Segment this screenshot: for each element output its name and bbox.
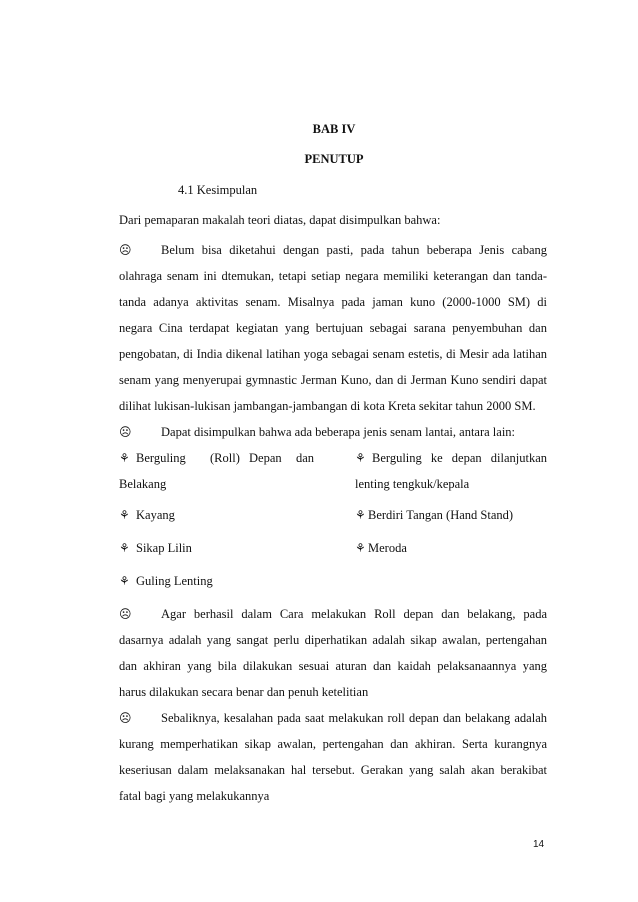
paragraph-1-line: Belum bisa diketahui dengan pasti, pada tahun beberapa Jenis cabang bbox=[161, 243, 547, 257]
chapter-title: PENUTUP bbox=[304, 152, 364, 166]
paragraph-4-line: Sebaliknya, kesalahan pada saat melakukan roll depan dan belakang adalah bbox=[161, 711, 547, 725]
list-item-word: Berguling bbox=[136, 451, 186, 465]
sad-face-icon: ☹ bbox=[119, 607, 132, 621]
list-item-continued: Belakang bbox=[119, 477, 167, 491]
paragraph-4-line: fatal bagi yang melakukannya bbox=[119, 789, 270, 803]
paragraph-1-line: senam yang menyerupai gymnastic Jerman Kuno, dan di Jerman Kuno sendiri dapat bbox=[119, 373, 547, 387]
intro-text: Dari pemaparan makalah teori diatas, dapat disimpulkan bahwa: bbox=[119, 213, 441, 227]
list-item-word: (Roll) bbox=[210, 451, 240, 465]
list-item: Berdiri Tangan (Hand Stand) bbox=[368, 508, 514, 522]
paragraph-4-line: kurang memperhatikan sikap awalan, pertengahan dan akhiran. Serta kurangnya bbox=[119, 737, 547, 751]
list-item: Guling Lenting bbox=[136, 574, 213, 588]
paragraph-4-line: keseriusan dalam melaksanakan hal tersebut. Gerakan yang salah akan berakibat bbox=[119, 763, 547, 777]
list-item-continued: lenting tengkuk/kepala bbox=[355, 477, 470, 491]
flower-icon: ⚘ bbox=[119, 574, 130, 588]
paragraph-1-line: negara Cina terdapat kegiatan yang bertujuan sebagai sarana penyembuhan dan bbox=[119, 321, 547, 335]
section-heading: 4.1 Kesimpulan bbox=[178, 183, 258, 197]
flower-icon: ⚘ bbox=[355, 508, 366, 522]
list-item: Berguling ke depan dilanjutkan bbox=[372, 451, 547, 465]
flower-icon: ⚘ bbox=[119, 451, 130, 465]
paragraph-3-line: dan akhiran yang bila dilakukan sesuai aturan dan kaidah pelaksanaannya yang bbox=[119, 659, 547, 673]
paragraph-1-line: dilihat lukisan-lukisan jambangan-jambangan di kota Kreta sekitar tahun 2000 SM. bbox=[119, 399, 536, 413]
paragraph-2-text: Dapat disimpulkan bahwa ada beberapa jenis senam lantai, antara lain: bbox=[161, 425, 516, 439]
flower-icon: ⚘ bbox=[119, 541, 130, 555]
chapter-heading: BAB IV bbox=[312, 122, 356, 136]
flower-icon: ⚘ bbox=[355, 451, 366, 465]
list-item: Sikap Lilin bbox=[136, 541, 192, 555]
paragraph-3-line: dasarnya adalah yang sangat perlu diperhatikan adalah sikap awalan, pertengahan bbox=[119, 633, 547, 647]
paragraph-1-line: tanda adanya aktivitas senam. Misalnya pada jaman kuno (2000-1000 SM) di bbox=[119, 295, 547, 309]
sad-face-icon: ☹ bbox=[119, 243, 132, 257]
paragraph-3-line: harus dilakukan secara benar dan penuh ketelitian bbox=[119, 685, 369, 699]
paragraph-1-line: pengobatan, di India dikenal latihan yoga sebagai senam estetis, di Mesir ada latihan bbox=[119, 347, 547, 361]
sad-face-icon: ☹ bbox=[119, 425, 132, 439]
page-number: 14 bbox=[533, 839, 545, 850]
list-item: Meroda bbox=[368, 541, 407, 555]
list-item-word: dan bbox=[296, 451, 315, 465]
flower-icon: ⚘ bbox=[119, 508, 130, 522]
list-item: Kayang bbox=[136, 508, 175, 522]
sad-face-icon: ☹ bbox=[119, 711, 132, 725]
paragraph-3-line: Agar berhasil dalam Cara melakukan Roll depan dan belakang, pada bbox=[161, 607, 547, 621]
flower-icon: ⚘ bbox=[355, 541, 366, 555]
list-item-word: Depan bbox=[249, 451, 282, 465]
paragraph-1-line: olahraga senam ini dtemukan, tetapi setiap negara memiliki keterangan dan tanda- bbox=[119, 269, 547, 283]
